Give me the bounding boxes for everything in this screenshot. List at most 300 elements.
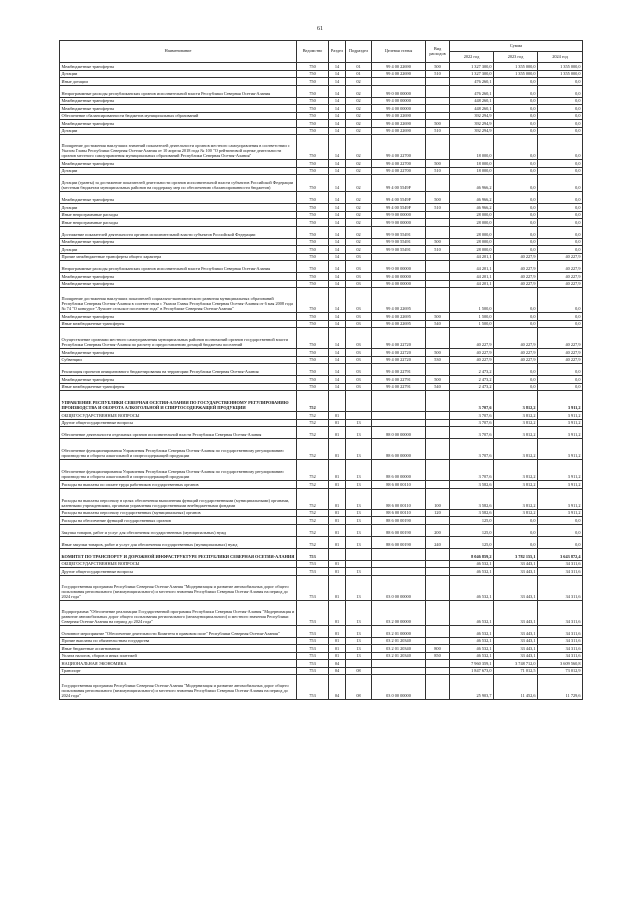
cell-2023: 40 227,9 xyxy=(494,273,538,281)
cell-name: Иные дотации xyxy=(60,78,297,86)
cell-2022: 125,0 xyxy=(450,536,494,548)
cell-2024: 34 311,6 xyxy=(538,652,583,660)
table-row xyxy=(60,211,583,219)
cell-2023: 33 443,1 xyxy=(494,600,538,625)
cell-subsection: 13 xyxy=(346,645,372,653)
cell-target: 99 4 00 22695 xyxy=(372,288,426,313)
cell-dept: 752 xyxy=(297,439,329,460)
cell-dept: 752 xyxy=(297,481,329,489)
cell-exp-type xyxy=(426,600,450,625)
cell-exp-type xyxy=(426,273,450,281)
cell-subsection: 13 xyxy=(346,481,372,489)
cell-2022: 8 046 859,2 xyxy=(450,548,494,560)
cell-exp-type xyxy=(426,97,450,105)
cell-name: Межбюджетные трансферты xyxy=(60,273,297,281)
cell-2023: 3 812,2 xyxy=(494,460,538,481)
cell-dept: 750 xyxy=(297,253,329,261)
cell-2024: 34 311,6 xyxy=(538,600,583,625)
cell-2024: 73 012,9 xyxy=(538,667,583,675)
cell-name: Иные межбюджетные трансферты xyxy=(60,383,297,391)
cell-dept: 750 xyxy=(297,70,329,78)
cell-2024: 0,0 xyxy=(538,211,583,219)
cell-2023: 0,0 xyxy=(494,288,538,313)
cell-subsection: 03 xyxy=(346,364,372,376)
cell-name: Дотации xyxy=(60,204,297,212)
cell-name: Прочие межбюджетные трансферты общего характера xyxy=(60,253,297,261)
cell-name: Другие общегосударственные вопросы xyxy=(60,568,297,576)
cell-2024: 0,0 xyxy=(538,192,583,204)
cell-section: 14 xyxy=(329,349,346,357)
table-row xyxy=(60,219,583,227)
cell-2022: 3 582,6 xyxy=(450,488,494,509)
cell-subsection: 13 xyxy=(346,536,372,548)
table-row xyxy=(60,488,583,509)
cell-dept: 752 xyxy=(297,524,329,536)
table-row xyxy=(60,419,583,427)
cell-2022: 44 201,1 xyxy=(450,253,494,261)
cell-target: 03 0 00 00000 xyxy=(372,575,426,600)
cell-section: 04 xyxy=(329,675,346,700)
cell-section: 01 xyxy=(329,575,346,600)
cell-section: 14 xyxy=(329,313,346,321)
cell-section: 14 xyxy=(329,219,346,227)
cell-dept: 753 xyxy=(297,675,329,700)
cell-section: 01 xyxy=(329,509,346,517)
cell-exp-type xyxy=(426,253,450,261)
cell-2022: 448 260,1 xyxy=(450,97,494,105)
cell-dept: 753 xyxy=(297,667,329,675)
cell-dept: 750 xyxy=(297,192,329,204)
table-row xyxy=(60,105,583,113)
cell-name: Межбюджетные трансферты xyxy=(60,313,297,321)
cell-2022: 28 000,0 xyxy=(450,219,494,227)
cell-dept: 753 xyxy=(297,637,329,645)
cell-section: 01 xyxy=(329,637,346,645)
cell-2023: 0,0 xyxy=(494,376,538,384)
table-row xyxy=(60,160,583,168)
cell-dept: 750 xyxy=(297,280,329,288)
cell-2024: 34 311,6 xyxy=(538,575,583,600)
cell-name: Дотации xyxy=(60,167,297,175)
cell-2023: 0,0 xyxy=(494,536,538,548)
cell-section: 01 xyxy=(329,645,346,653)
cell-subsection: 13 xyxy=(346,637,372,645)
cell-exp-type xyxy=(426,660,450,668)
cell-target xyxy=(372,568,426,576)
cell-name: Прочие выплаты по обязательствам государства xyxy=(60,637,297,645)
table-row xyxy=(60,625,583,637)
cell-target: 88 6 00 00110 xyxy=(372,509,426,517)
cell-subsection: 01 xyxy=(346,63,372,71)
col-header-target: Целевая статья xyxy=(372,41,426,63)
cell-section: 01 xyxy=(329,600,346,625)
cell-section: 01 xyxy=(329,460,346,481)
cell-target: 99 4 00 22690 xyxy=(372,70,426,78)
cell-2022: 1 327 300,0 xyxy=(450,70,494,78)
cell-name: Межбюджетные трансферты xyxy=(60,238,297,246)
cell-subsection: 03 xyxy=(346,261,372,273)
cell-section: 01 xyxy=(329,419,346,427)
cell-exp-type: 510 xyxy=(426,204,450,212)
cell-section: 14 xyxy=(329,226,346,238)
cell-subsection xyxy=(346,660,372,668)
cell-subsection: 03 xyxy=(346,253,372,261)
cell-section: 14 xyxy=(329,280,346,288)
cell-target: 99 4 00 22791 xyxy=(372,376,426,384)
cell-section: 14 xyxy=(329,78,346,86)
cell-dept: 750 xyxy=(297,219,329,227)
table-row xyxy=(60,637,583,645)
cell-section: 14 xyxy=(329,192,346,204)
cell-dept: 752 xyxy=(297,488,329,509)
cell-2022: 1 500,0 xyxy=(450,288,494,313)
cell-name: Расходы на выплаты персоналу в целях обеспечения выполнения функций государственными (муниципальными) органами, казенными учреждениями, органами управления государственными внебюджетными фондами xyxy=(60,488,297,509)
col-header-dept: Ведомство xyxy=(297,41,329,63)
table-row xyxy=(60,391,583,412)
table-row xyxy=(60,524,583,536)
cell-subsection: 03 xyxy=(346,273,372,281)
cell-2024: 0,0 xyxy=(538,536,583,548)
col-header-2023: 2023 год xyxy=(494,52,538,63)
cell-section: 01 xyxy=(329,625,346,637)
cell-target: 99 9 00 00000 xyxy=(372,219,426,227)
cell-exp-type xyxy=(426,226,450,238)
cell-target: 99 4 00 00000 xyxy=(372,97,426,105)
cell-exp-type xyxy=(426,261,450,273)
cell-section: 04 xyxy=(329,660,346,668)
cell-exp-type: 510 xyxy=(426,246,450,254)
cell-2024: 40 227,9 xyxy=(538,328,583,349)
cell-2024: 0,0 xyxy=(538,383,583,391)
cell-name: Обеспечение деятельности отдельных органов исполнительной власти Республики Северная Осетия-Алания xyxy=(60,427,297,439)
cell-subsection: 02 xyxy=(346,85,372,97)
cell-2024: 0,0 xyxy=(538,78,583,86)
cell-dept: 750 xyxy=(297,211,329,219)
table-row xyxy=(60,383,583,391)
cell-2023: 0,0 xyxy=(494,120,538,128)
table-row xyxy=(60,427,583,439)
cell-dept: 750 xyxy=(297,320,329,328)
cell-target: 99 4 00 22700 xyxy=(372,135,426,160)
table-row xyxy=(60,645,583,653)
cell-subsection: 02 xyxy=(346,219,372,227)
cell-dept: 752 xyxy=(297,427,329,439)
cell-target: 99 4 00 5549F xyxy=(372,175,426,192)
cell-section: 01 xyxy=(329,568,346,576)
cell-target: 99 4 00 22720 xyxy=(372,356,426,364)
cell-target: 99 4 00 22791 xyxy=(372,364,426,376)
cell-dept: 750 xyxy=(297,356,329,364)
cell-name: КОМИТЕТ ПО ТРАНСПОРТУ И ДОРОЖНОЙ ИНФРАСТРУКТУРЕ РЕСПУБЛИКИ СЕВЕРНАЯ ОСЕТИЯ-АЛАНИЯ xyxy=(60,548,297,560)
cell-target: 99 9 00 00000 xyxy=(372,211,426,219)
cell-2023: 0,0 xyxy=(494,97,538,105)
cell-section: 01 xyxy=(329,412,346,420)
cell-subsection: 02 xyxy=(346,135,372,160)
table-row xyxy=(60,313,583,321)
cell-subsection: 02 xyxy=(346,204,372,212)
cell-name: Межбюджетные трансферты xyxy=(60,97,297,105)
cell-2023: 0,0 xyxy=(494,135,538,160)
cell-subsection: 13 xyxy=(346,517,372,525)
cell-target: 99 9 00 55491 xyxy=(372,226,426,238)
cell-2023: 71 012,5 xyxy=(494,667,538,675)
cell-2024: 0,0 xyxy=(538,120,583,128)
cell-2024: 3 911,2 xyxy=(538,412,583,420)
cell-section: 14 xyxy=(329,376,346,384)
cell-name: УПРАВЛЕНИЕ РЕСПУБЛИКИ СЕВЕРНАЯ ОСЕТИЯ-АЛАНИЯ ПО ГОСУДАРСТВЕННОМУ РЕГУЛИРОВАНИЮ ПРОИЗВОДСТВА И ОБОРОТА АЛКОГОЛЬНОЙ И СПИРТОСОДЕРЖАЩЕЙ ПРОДУКЦИИ xyxy=(60,391,297,412)
table-row xyxy=(60,548,583,560)
cell-target: 03 2 00 00000 xyxy=(372,600,426,625)
cell-subsection: 03 xyxy=(346,356,372,364)
cell-2023: 33 443,1 xyxy=(494,625,538,637)
cell-subsection: 13 xyxy=(346,600,372,625)
cell-name: Обеспечение функционирования Управления Республики Северная Осетия-Алания по государственному регулированию производства и оборота алкогольной и спиртосодержащей продукции xyxy=(60,460,297,481)
table-row xyxy=(60,517,583,525)
cell-dept: 753 xyxy=(297,652,329,660)
cell-exp-type: 500 xyxy=(426,349,450,357)
cell-dept: 752 xyxy=(297,517,329,525)
cell-dept: 750 xyxy=(297,383,329,391)
cell-section: 14 xyxy=(329,261,346,273)
cell-2022: 46 532,1 xyxy=(450,560,494,568)
cell-2024: 0,0 xyxy=(538,517,583,525)
cell-exp-type xyxy=(426,637,450,645)
cell-dept: 753 xyxy=(297,600,329,625)
cell-2022: 44 201,1 xyxy=(450,261,494,273)
cell-name: Расходы на обеспечение функций государственных органов xyxy=(60,517,297,525)
cell-dept: 750 xyxy=(297,78,329,86)
cell-exp-type xyxy=(426,328,450,349)
cell-section: 01 xyxy=(329,427,346,439)
cell-target: 03 2 01 20340 xyxy=(372,645,426,653)
cell-2022: 392 294,9 xyxy=(450,120,494,128)
cell-2022: 46 966,2 xyxy=(450,175,494,192)
cell-exp-type: 510 xyxy=(426,167,450,175)
cell-section: 14 xyxy=(329,97,346,105)
cell-dept: 750 xyxy=(297,328,329,349)
cell-2022: 3 707,6 xyxy=(450,412,494,420)
cell-2022: 3 582,6 xyxy=(450,509,494,517)
table-row xyxy=(60,600,583,625)
table-row xyxy=(60,328,583,349)
cell-section: 01 xyxy=(329,560,346,568)
cell-target: 99 4 00 22791 xyxy=(372,383,426,391)
col-header-subsection: Подраздел xyxy=(346,41,372,63)
table-row xyxy=(60,568,583,576)
cell-2022: 44 201,1 xyxy=(450,280,494,288)
cell-subsection: 13 xyxy=(346,419,372,427)
cell-subsection: 02 xyxy=(346,105,372,113)
cell-exp-type xyxy=(426,675,450,700)
cell-target: 99 4 00 22690 xyxy=(372,63,426,71)
cell-name: Транспорт xyxy=(60,667,297,675)
cell-target xyxy=(372,253,426,261)
cell-dept: 752 xyxy=(297,391,329,412)
cell-exp-type xyxy=(426,548,450,560)
cell-2024: 3 911,2 xyxy=(538,439,583,460)
cell-2023: 0,0 xyxy=(494,105,538,113)
cell-2024: 3 911,2 xyxy=(538,460,583,481)
cell-2023: 0,0 xyxy=(494,160,538,168)
cell-2023: 40 227,9 xyxy=(494,253,538,261)
table-row xyxy=(60,192,583,204)
cell-2024: 40 227,9 xyxy=(538,280,583,288)
cell-subsection: 02 xyxy=(346,192,372,204)
cell-name: Межбюджетные трансферты xyxy=(60,120,297,128)
table-row xyxy=(60,204,583,212)
cell-target: 99 9 00 55491 xyxy=(372,246,426,254)
cell-section: 14 xyxy=(329,167,346,175)
cell-section: 01 xyxy=(329,652,346,660)
cell-target: 88 6 00 00190 xyxy=(372,536,426,548)
cell-name: Иные межбюджетные трансферты xyxy=(60,320,297,328)
cell-subsection: 02 xyxy=(346,238,372,246)
cell-exp-type xyxy=(426,667,450,675)
cell-subsection: 13 xyxy=(346,427,372,439)
cell-2023: 0,0 xyxy=(494,238,538,246)
cell-name: Поощрение достижения наилучших показателей социально-экономического развития муниципальных образований Республики Северная Осетия-Алания в соответствии с Указом Главы Республики Северная Осетия-Алания от 6 мая 2008 года № 74 "О конкурсе "Лучшее сельское поселение года" в Республике Северная Осетия-Алания" xyxy=(60,288,297,313)
cell-2022: 448 260,1 xyxy=(450,105,494,113)
cell-2024: 0,0 xyxy=(538,246,583,254)
cell-2022: 46 532,1 xyxy=(450,652,494,660)
table-row xyxy=(60,78,583,86)
cell-subsection: 02 xyxy=(346,175,372,192)
table-row xyxy=(60,70,583,78)
cell-exp-type: 240 xyxy=(426,536,450,548)
cell-2022: 476 260,1 xyxy=(450,78,494,86)
cell-2024: 0,0 xyxy=(538,288,583,313)
cell-2022: 28 000,0 xyxy=(450,226,494,238)
cell-exp-type: 100 xyxy=(426,488,450,509)
cell-exp-type xyxy=(426,135,450,160)
cell-target xyxy=(372,412,426,420)
cell-exp-type xyxy=(426,85,450,97)
cell-exp-type xyxy=(426,219,450,227)
cell-2022: 46 966,2 xyxy=(450,192,494,204)
cell-2022: 3 582,6 xyxy=(450,481,494,489)
cell-2022: 3 707,6 xyxy=(450,439,494,460)
table-row xyxy=(60,356,583,364)
cell-subsection: 01 xyxy=(346,70,372,78)
cell-2022: 25 903,7 xyxy=(450,675,494,700)
cell-subsection: 13 xyxy=(346,439,372,460)
cell-subsection: 03 xyxy=(346,320,372,328)
cell-name: Реализация проектов инициативного бюджетирования на территории Республики Северная Осетия-Алания xyxy=(60,364,297,376)
cell-2022: 44 201,1 xyxy=(450,273,494,281)
cell-2023: 33 443,1 xyxy=(494,568,538,576)
cell-subsection xyxy=(346,412,372,420)
cell-2024: 3 911,2 xyxy=(538,427,583,439)
cell-exp-type xyxy=(426,439,450,460)
table-row xyxy=(60,261,583,273)
cell-dept: 750 xyxy=(297,288,329,313)
cell-exp-type xyxy=(426,419,450,427)
cell-name: Закупка товаров, работ и услуг для обеспечения государственных (муниципальных) нужд xyxy=(60,524,297,536)
cell-section: 14 xyxy=(329,320,346,328)
cell-exp-type xyxy=(426,112,450,120)
cell-section: 14 xyxy=(329,85,346,97)
cell-2023: 1 355 000,0 xyxy=(494,63,538,71)
cell-2022: 18 000,0 xyxy=(450,135,494,160)
cell-2024: 0,0 xyxy=(538,313,583,321)
cell-subsection: 13 xyxy=(346,568,372,576)
cell-dept: 750 xyxy=(297,63,329,71)
cell-2022: 1 500,0 xyxy=(450,320,494,328)
cell-2024: 0,0 xyxy=(538,238,583,246)
cell-section: 14 xyxy=(329,288,346,313)
cell-target: 99 9 00 55491 xyxy=(372,238,426,246)
cell-2023: 3 812,2 xyxy=(494,488,538,509)
cell-subsection: 02 xyxy=(346,167,372,175)
cell-2024: 0,0 xyxy=(538,320,583,328)
cell-2024: 0,0 xyxy=(538,204,583,212)
cell-name: Подпрограмма "Обеспечение реализации Государственной программы Республики Северная Осетия-Алания "Модернизация и развитие автомобильных дорог общего пользования регионального (межмуниципального) и местного значения Республики Северная Осетия-Алания на период до 2024 года" xyxy=(60,600,297,625)
cell-2023: 33 443,1 xyxy=(494,645,538,653)
cell-section: 14 xyxy=(329,120,346,128)
cell-2024: 3 911,2 xyxy=(538,391,583,412)
cell-2024: 1 355 000,0 xyxy=(538,70,583,78)
cell-exp-type: 500 xyxy=(426,376,450,384)
cell-target: 88 6 00 00110 xyxy=(372,481,426,489)
cell-dept: 753 xyxy=(297,625,329,637)
table-row xyxy=(60,226,583,238)
table-row xyxy=(60,135,583,160)
cell-exp-type xyxy=(426,105,450,113)
cell-subsection: 02 xyxy=(346,211,372,219)
cell-2023: 3 812,2 xyxy=(494,419,538,427)
table-body xyxy=(60,63,583,700)
cell-exp-type xyxy=(426,211,450,219)
cell-2024: 40 227,9 xyxy=(538,349,583,357)
cell-subsection: 08 xyxy=(346,667,372,675)
cell-dept: 752 xyxy=(297,460,329,481)
cell-target xyxy=(372,660,426,668)
cell-2024: 0,0 xyxy=(538,85,583,97)
cell-name: Субвенции xyxy=(60,356,297,364)
cell-dept: 750 xyxy=(297,261,329,273)
cell-2024: 3 643 872,4 xyxy=(538,548,583,560)
cell-exp-type xyxy=(426,78,450,86)
cell-exp-type xyxy=(426,288,450,313)
cell-dept: 750 xyxy=(297,135,329,160)
table-row xyxy=(60,288,583,313)
cell-name: Дотации (гранты) за достижение показателей деятельности органов исполнительной власти субъектов Российской Федерации (местным бюджетам муниципальных районов на поддержку мер по обеспечению сбалансированности бюджетов) xyxy=(60,175,297,192)
cell-2022: 46 532,1 xyxy=(450,568,494,576)
cell-2023: 40 227,9 xyxy=(494,356,538,364)
cell-target xyxy=(372,667,426,675)
cell-subsection: 03 xyxy=(346,313,372,321)
cell-dept: 752 xyxy=(297,536,329,548)
cell-2022: 46 532,1 xyxy=(450,575,494,600)
table-row xyxy=(60,509,583,517)
cell-dept: 750 xyxy=(297,246,329,254)
cell-2024: 0,0 xyxy=(538,376,583,384)
cell-2022: 28 000,0 xyxy=(450,238,494,246)
cell-exp-type xyxy=(426,625,450,637)
cell-exp-type: 500 xyxy=(426,313,450,321)
cell-exp-type: 530 xyxy=(426,356,450,364)
cell-target: 99 4 00 00000 xyxy=(372,105,426,113)
cell-section xyxy=(329,548,346,560)
col-header-2022: 2022 год xyxy=(450,52,494,63)
cell-target: 03 2 01 20340 xyxy=(372,637,426,645)
cell-2024: 0,0 xyxy=(538,97,583,105)
cell-section: 14 xyxy=(329,135,346,160)
cell-2022: 46 532,1 xyxy=(450,625,494,637)
cell-target xyxy=(372,548,426,560)
cell-subsection: 13 xyxy=(346,524,372,536)
cell-2024: 0,0 xyxy=(538,226,583,238)
